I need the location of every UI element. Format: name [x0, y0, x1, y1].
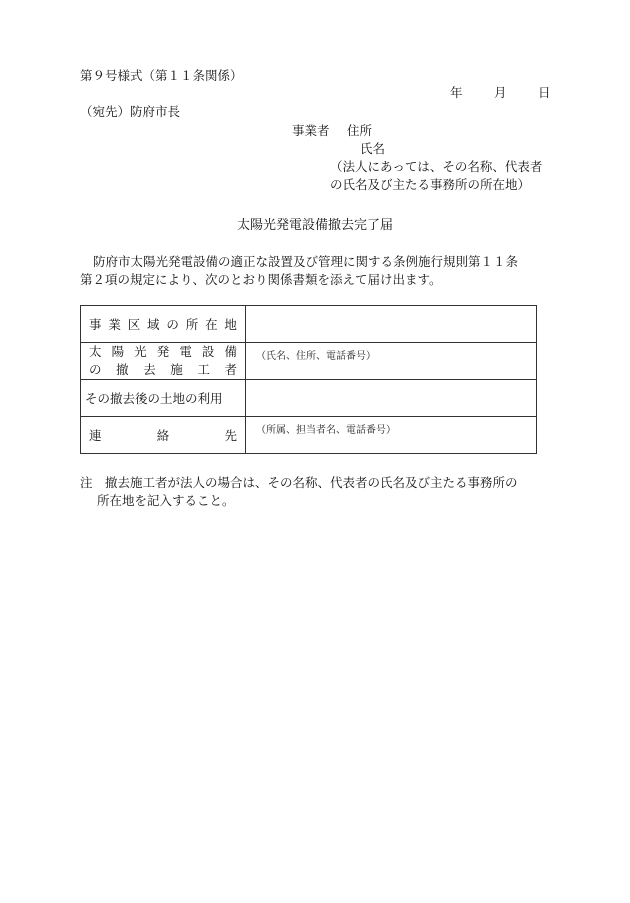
contractor-hint: （氏名、住所、電話番号）	[256, 351, 376, 362]
table-row-contractor	[81, 343, 537, 380]
date-month: 月	[494, 85, 507, 100]
name-label: 氏名	[360, 141, 386, 156]
land-use-label	[81, 380, 246, 417]
addressee: （宛先）防府市長	[80, 104, 181, 119]
contact-field[interactable]	[246, 417, 537, 454]
contractor-label-line1: 太 陽 光 発 電 設 備	[89, 344, 237, 359]
note-line2: 所在地を記入すること。	[97, 493, 235, 508]
contractor-field[interactable]	[246, 343, 537, 380]
body-text-line1: 防府市太陽光発電設備の適正な設置及び管理に関する条例施行規則第１１条	[93, 254, 519, 269]
date-day: 日	[538, 85, 551, 100]
address-label: 住所	[347, 123, 373, 138]
completion-form-table	[80, 305, 537, 454]
project-location-label-text: 事 業 区 域 の 所 在 地	[89, 317, 237, 332]
corporation-note-line2: の氏名及び主たる事務所の所在地）	[330, 177, 531, 192]
date-year: 年	[450, 85, 463, 100]
contractor-label-line2: の 撤 去 施 工 者	[89, 362, 237, 377]
project-location-field[interactable]	[246, 306, 537, 343]
contact-label	[81, 417, 246, 454]
body-text-line2: 第２項の規定により、次のとおり関係書類を添えて届け出ます。	[80, 272, 442, 287]
document-title: 太陽光発電設備撤去完了届	[236, 218, 393, 233]
applicant-label: 事業者	[292, 123, 330, 138]
date-line	[450, 83, 551, 101]
contact-hint: （所属、担当者名、電話番号）	[256, 425, 396, 436]
land-use-label-text: その撤去後の土地の利用	[85, 391, 223, 406]
table-row-project-location	[81, 306, 537, 343]
form-number: 第９号様式（第１１条関係）	[80, 68, 243, 83]
corporation-note-line1: （法人にあっては、その名称、代表者	[330, 159, 543, 174]
table-row-contact	[81, 417, 537, 454]
contact-label-text: 連 絡 先	[89, 428, 237, 443]
project-location-label	[81, 306, 246, 343]
table-row-land-use	[81, 380, 537, 417]
land-use-field[interactable]	[246, 380, 537, 417]
note-line1: 注 撤去施工者が法人の場合は、その名称、代表者の氏名及び主たる事務所の	[80, 475, 518, 490]
contractor-label	[81, 343, 246, 380]
